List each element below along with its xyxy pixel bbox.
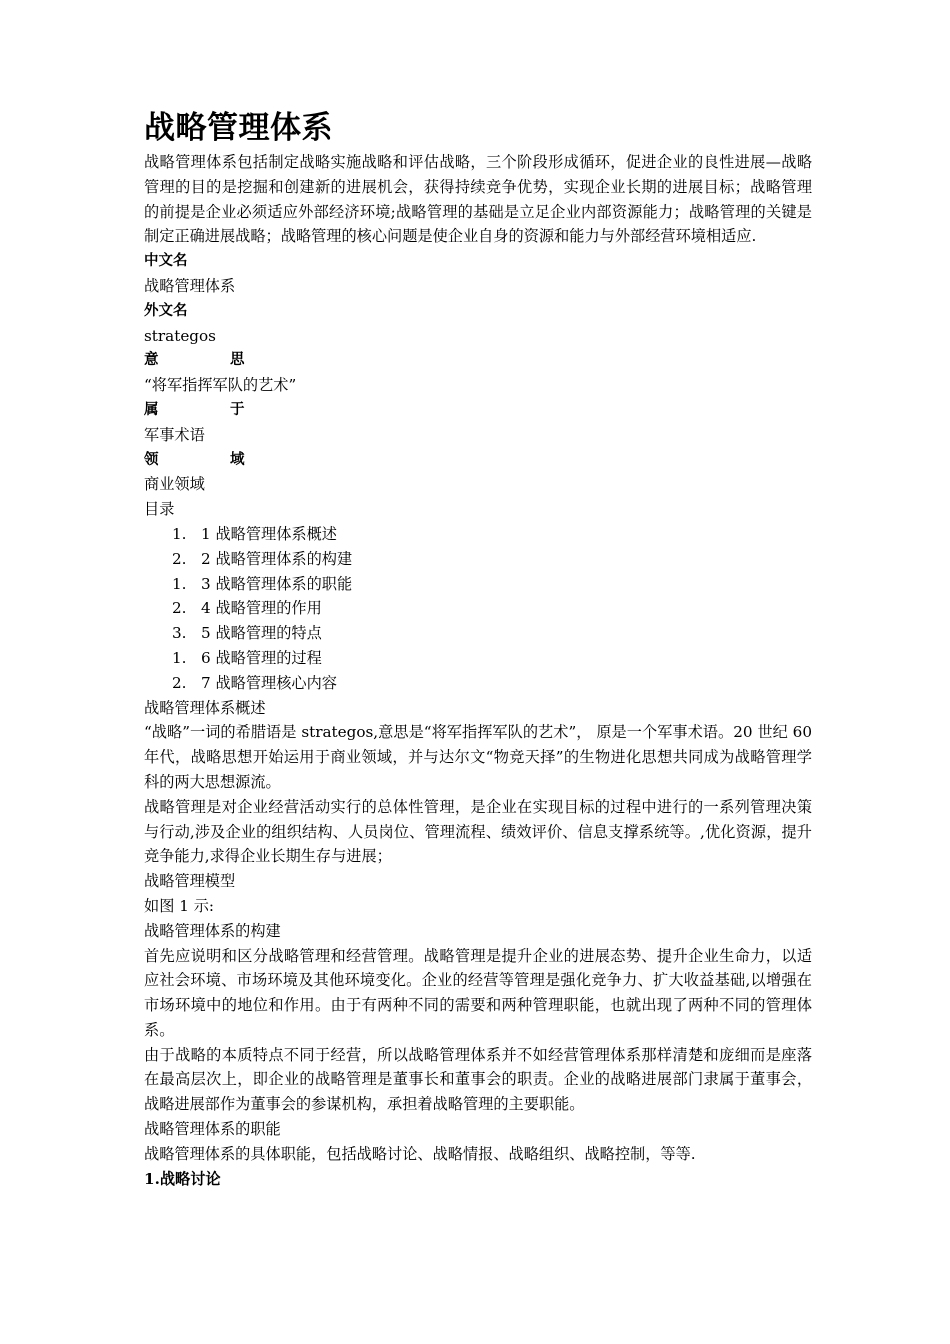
construction-paragraph-2: 由于战略的本质特点不同于经营，所以战略管理体系并不如经营管理体系那样清楚和庞细而是座落在最高层次上，即企业的战略管理是董事长和董事会的职责。企业的战略进展部门隶属于董事会，战略进展部作为董事会的参谋机构，承担着战略管理的主要职能。 <box>144 1045 812 1114</box>
toc-heading: 目录 <box>144 500 175 519</box>
infobox-value-field: 商业领域 <box>144 475 205 494</box>
toc-item[interactable]: 2. 7 战略管理核心内容 <box>172 673 337 692</box>
section-heading-construction: 战略管理体系的构建 <box>144 921 281 940</box>
intro-paragraph: 战略管理体系包括制定战略实施战略和评估战略，三个阶段形成循环，促进企业的良性进展—战略管理的目的是挖掘和创建新的进展机会，获得持续竞争优势，实现企业长期的进展目标；战略管理的前提是企业必须适应外部经济环境;战略管理的基础是立足企业内部资源能力；战略管理的关键是制定正确进展战略；战略管理的核心问题是使企业自身的资源和能力与外部经营环境相适应. <box>144 153 812 246</box>
model-heading: 战略管理模型 <box>144 872 236 891</box>
toc-item[interactable]: 1. 1 战略管理体系概述 <box>172 524 337 543</box>
document-page <box>144 106 812 1191</box>
overview-paragraph-1: “战略”一词的希腊语是 strategos,意思是“将军指挥军队的艺术”， 原是一个军事术语。20 世纪 60 年代，战略思想开始运用于商业领域，并与达尔文“物竞天择”的生物进化思想共同成为战略管理学科的两大思想源流。 <box>144 723 812 791</box>
infobox-label-field: 领 域 <box>144 451 245 468</box>
section-heading-overview: 战略管理体系概述 <box>144 698 266 717</box>
infobox-value-chinese-name: 战略管理体系 <box>144 276 236 295</box>
figure-reference: 如图 1 示: <box>144 896 214 915</box>
toc-item[interactable]: 2. 2 战略管理体系的构建 <box>172 549 353 568</box>
infobox-value-belongs-to: 军事术语 <box>144 425 205 444</box>
document-title: 战略管理体系 <box>144 110 333 146</box>
toc-item[interactable]: 1. 6 战略管理的过程 <box>172 648 322 667</box>
infobox-label-foreign-name: 外文名 <box>144 302 188 319</box>
infobox-label-meaning: 意 思 <box>144 352 245 369</box>
infobox <box>144 249 812 497</box>
toc-item[interactable]: 2. 4 战略管理的作用 <box>172 599 322 618</box>
infobox-label-chinese-name: 中文名 <box>144 253 188 270</box>
overview-paragraph-2: 战略管理是对企业经营活动实行的总体性管理，是企业在实现目标的过程中进行的一系列管理决策与行动,涉及企业的组织结构、人员岗位、管理流程、绩效评价、信息支撑系统等。,优化资源，提升竞争能力,求得企业长期生存与进展； <box>144 797 812 866</box>
toc-item[interactable]: 1. 3 战略管理体系的职能 <box>172 574 353 593</box>
construction-paragraph-1: 首先应说明和区分战略管理和经营管理。战略管理是提升企业的进展态势、提升企业生命力，以适应社会环境、市场环境及其他环境变化。企业的经营等管理是强化竞争力、扩大收益基础,以增强在市场环境中的地位和作用。由于有两种不同的需要和两种管理职能，也就出现了两种不同的管理体系。 <box>144 946 812 1039</box>
toc-item[interactable]: 3. 5 战略管理的特点 <box>172 624 322 643</box>
section-heading-functions: 战略管理体系的职能 <box>144 1120 281 1139</box>
infobox-value-meaning: “将军指挥军队的艺术” <box>144 376 297 395</box>
subheading-strategy-discussion: 1.战略讨论 <box>144 1169 221 1188</box>
table-of-contents <box>144 522 812 696</box>
functions-paragraph-1: 战略管理体系的具体职能，包括战略讨论、战略情报、战略组织、战略控制，等等. <box>144 1144 696 1163</box>
infobox-label-belongs-to: 属 于 <box>144 401 245 418</box>
infobox-value-foreign-name: strategos <box>144 326 216 345</box>
